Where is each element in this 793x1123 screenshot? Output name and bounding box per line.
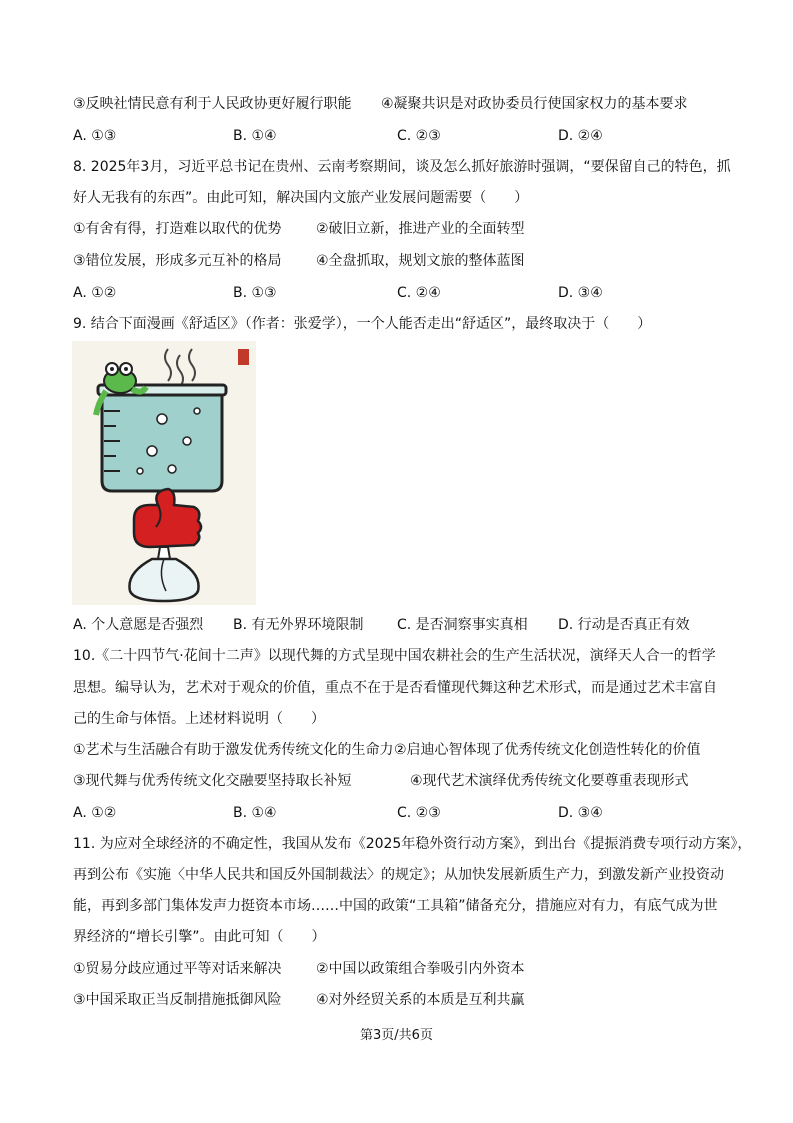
q10-option-d: D. ③④ — [558, 805, 603, 821]
q10-option-c: C. ②③ — [397, 805, 441, 821]
q11-statement-1: ①贸易分歧应通过平等对话来解决 — [73, 961, 282, 977]
q11-stem-line-4: 界经济的“增长引擎”。由此可知（ ） — [73, 929, 326, 945]
q7-option-a: A. ①③ — [73, 128, 117, 144]
q10-statement-1: ①艺术与生活融合有助于激发优秀传统文化的生命力 — [73, 742, 394, 758]
page-number: 第3页/共6页 — [360, 1028, 433, 1043]
q11-statement-2: ②中国以政策组合拳吸引内外资本 — [316, 961, 525, 977]
comfort-zone-cartoon — [72, 341, 256, 605]
q10-statement-4: ④现代艺术演绎优秀传统文化要尊重表现形式 — [410, 773, 689, 789]
q8-statement-2: ②破旧立新，推进产业的全面转型 — [316, 221, 525, 237]
q9-option-d: D. 行动是否真正有效 — [558, 617, 690, 633]
steam-icon — [165, 349, 171, 381]
q8-option-c: C. ②④ — [397, 285, 441, 301]
q7-statement-4: ④凝聚共识是对政协委员行使国家权力的基本要求 — [381, 96, 688, 112]
q9-stem: 9. 结合下面漫画《舒适区》（作者：张爱学），一个人能否走出“舒适区”，最终取决于（ ） — [73, 316, 652, 332]
q7-option-b: B. ①④ — [233, 128, 277, 144]
q9-option-a: A. 个人意愿是否强烈 — [73, 617, 204, 633]
q8-option-b: B. ①③ — [233, 285, 277, 301]
q11-statement-3: ③中国采取正当反制措施抵御风险 — [73, 992, 282, 1008]
q11-stem-line-2: 再到公布《实施〈中华人民共和国反外国制裁法〉的规定》；从加快发展新质生产力，到激发新产业投资动 — [73, 867, 724, 883]
q11-stem-line-1: 11. 为应对全球经济的不确定性，我国从发布《2025年稳外资行动方案》，到出台《提振消费专项行动方案》， — [73, 836, 752, 852]
q9-option-b: B. 有无外界环境限制 — [233, 617, 364, 633]
q10-stem-line-2: 思想。编导认为，艺术对于观众的价值，重点不在于是否看懂现代舞这种艺术形式，而是通过艺术丰富自 — [73, 680, 717, 696]
q10-stem-line-3: 己的生命与体悟。上述材料说明（ ） — [73, 711, 325, 727]
q7-option-c: C. ②③ — [397, 128, 441, 144]
q10-statement-3: ③现代舞与优秀传统文化交融要坚持取长补短 — [73, 773, 352, 789]
q8-stem-line-1: 8. 2025年3月，习近平总书记在贵州、云南考察期间，谈及怎么抓好旅游时强调，“要保留自己的特色，抓 — [73, 159, 731, 175]
q8-option-d: D. ③④ — [558, 285, 603, 301]
seal-stamp-icon — [238, 349, 249, 365]
q10-stem-line-1: 10.《二十四节气·花间十二声》以现代舞的方式呈现中国农耕社会的生产生活状况，演绎天人合一的哲学 — [73, 648, 716, 664]
q8-statement-4: ④全盘抓取，规划文旅的整体蓝图 — [316, 253, 525, 269]
thumbs-up-icon — [134, 489, 201, 547]
q10-statement-2: ②启迪心智体现了优秀传统文化创造性转化的价值 — [394, 742, 701, 758]
q8-stem-line-2: 好人无我有的东西”。由此可知，解决国内文旅产业发展问题需要（ ） — [73, 190, 529, 206]
cartoon-illustration — [72, 341, 256, 605]
q8-option-a: A. ①② — [73, 285, 117, 301]
q9-option-c: C. 是否洞察事实真相 — [397, 617, 528, 633]
q8-statement-3: ③错位发展，形成多元互补的格局 — [73, 253, 282, 269]
q8-statement-1: ①有舍有得，打造难以取代的优势 — [73, 221, 282, 237]
q10-option-b: B. ①④ — [233, 805, 277, 821]
alcohol-lamp-icon — [129, 547, 198, 601]
q7-option-d: D. ②④ — [558, 128, 603, 144]
q11-statement-4: ④对外经贸关系的本质是互利共赢 — [316, 992, 525, 1008]
q11-stem-line-3: 能，再到多部门集体发声力挺资本市场……中国的政策“工具箱”储备充分，措施应对有力，有底气成为世 — [73, 898, 718, 914]
q10-option-a: A. ①② — [73, 805, 117, 821]
q7-statement-3: ③反映社情民意有利于人民政协更好履行职能 — [73, 96, 352, 112]
